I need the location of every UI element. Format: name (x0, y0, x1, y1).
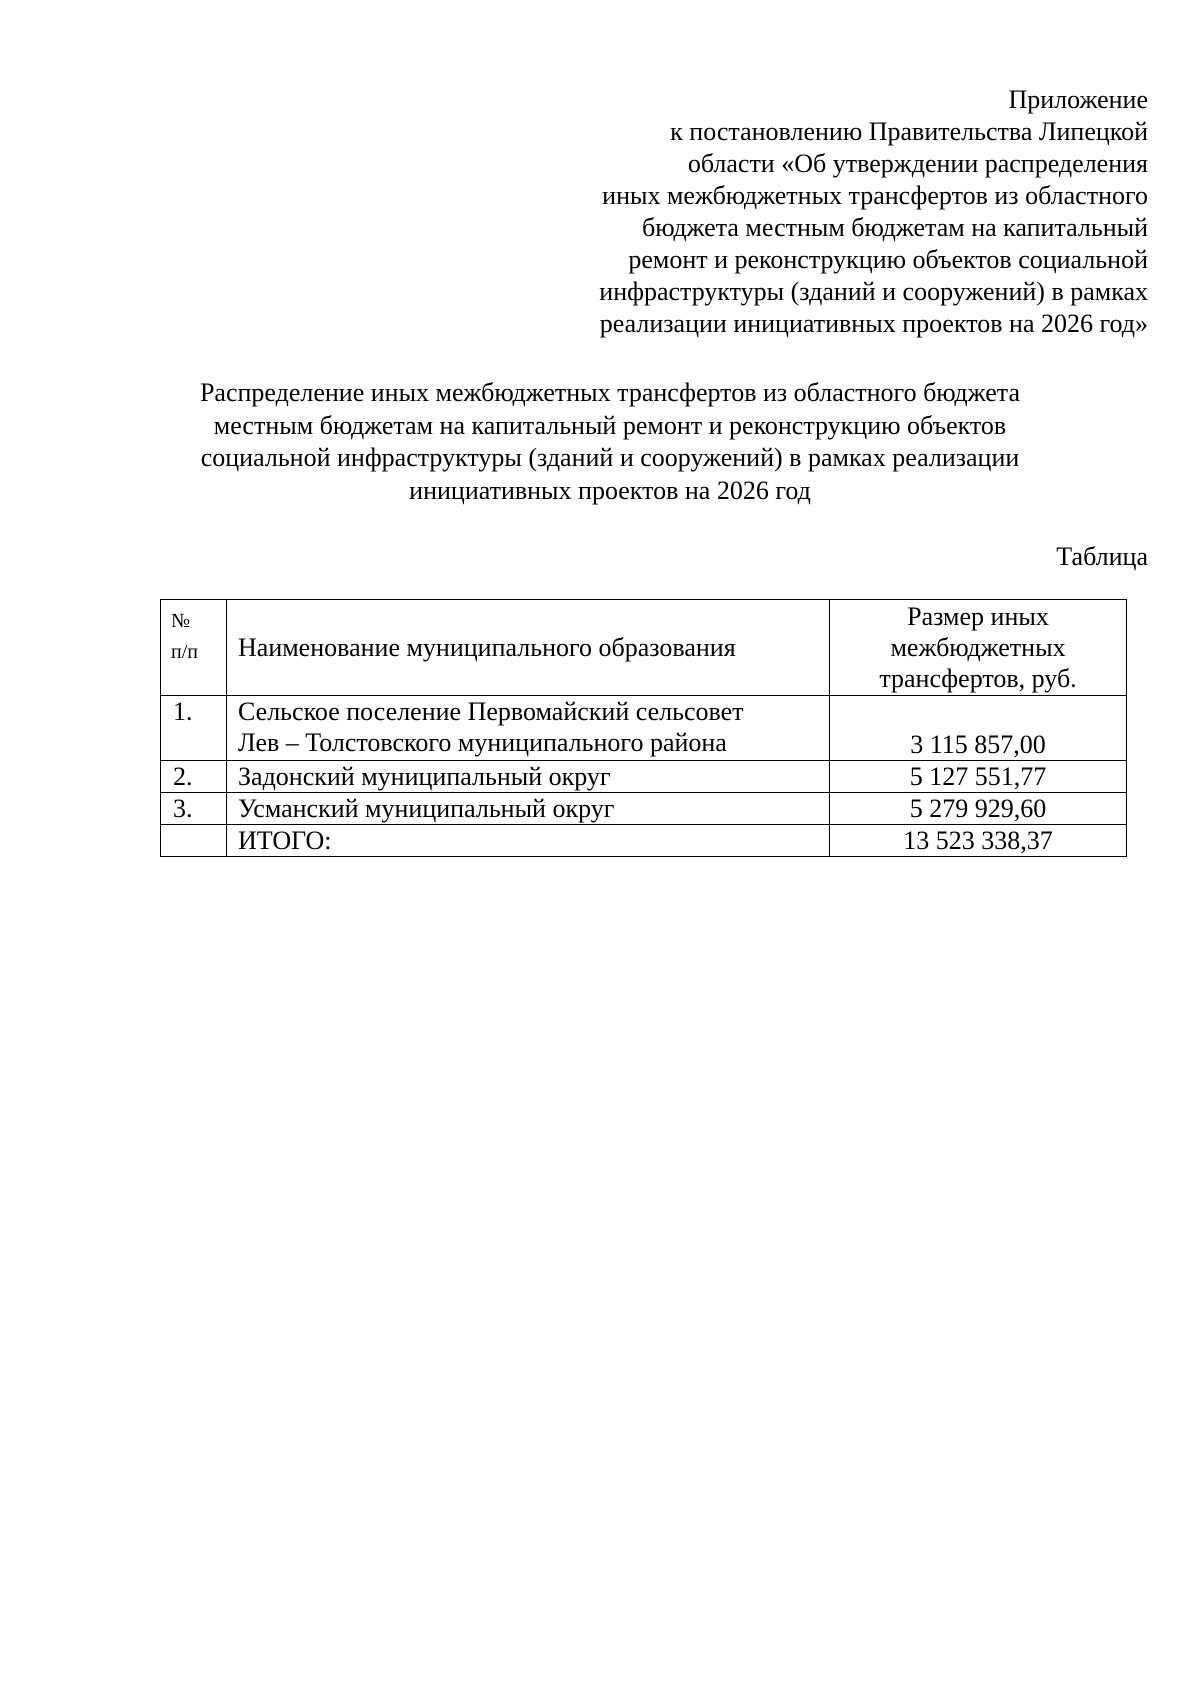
title-line: местным бюджетам на капитальный ремонт и реконструкцию объектов (213, 410, 1007, 440)
appendix-line: области «Об утверждении распределения (687, 149, 1148, 178)
appendix-line: бюджета местным бюджетам на капитальный (641, 213, 1148, 242)
table-row (161, 696, 1127, 761)
row-name-line: Сельское поселение Первомайский сельсовет (238, 697, 744, 726)
header-amount-line: межбюджетных (890, 633, 1066, 662)
row-number: 2. (161, 761, 227, 793)
title-line: социальной инфраструктуры (зданий и сооружений) в рамках реализации (200, 443, 1020, 472)
row-amount: 5 127 551,77 (830, 761, 1127, 793)
header-name: Наименование муниципального образования (227, 600, 830, 696)
table-total-row (161, 825, 1127, 857)
appendix-header (508, 84, 1148, 340)
row-number (161, 825, 227, 857)
header-number (161, 600, 227, 696)
header-number-line: п/п (171, 641, 198, 663)
header-number-line: № (171, 610, 191, 632)
document-title (160, 377, 1060, 507)
row-name-line: Задонский муниципальный округ (238, 762, 611, 791)
row-name (227, 793, 830, 825)
row-amount: 3 115 857,00 (830, 696, 1127, 761)
title-line: Распределение иных межбюджетных трансфертов из областного бюджета (199, 378, 1021, 407)
row-number: 3. (161, 793, 227, 825)
appendix-line: инфраструктуры (зданий и сооружений) в рамках (599, 277, 1148, 306)
header-amount (830, 600, 1127, 696)
appendix-line: реализации инициативных проектов на 2026 год» (599, 309, 1148, 338)
appendix-line: иных межбюджетных трансфертов из областного (602, 181, 1148, 210)
total-label (227, 825, 830, 857)
appendix-line: ремонт и реконструкцию объектов социальной (628, 245, 1148, 274)
appendix-line: к постановлению Правительства Липецкой (670, 117, 1148, 146)
row-name-line: ИТОГО: (238, 826, 332, 855)
table-row (161, 761, 1127, 793)
row-name (227, 696, 830, 761)
appendix-line: Приложение (1008, 85, 1148, 114)
header-amount-line: трансфертов, руб. (879, 664, 1077, 693)
table-header-row (161, 600, 1127, 696)
row-number: 1. (161, 696, 227, 761)
total-amount: 13 523 338,37 (830, 825, 1127, 857)
table-caption: Таблица (1056, 542, 1148, 571)
table-row (161, 793, 1127, 825)
row-name-line: Лев – Толстовского муниципального района (238, 728, 727, 757)
row-name (227, 761, 830, 793)
header-amount-line: Размер иных (907, 602, 1049, 631)
distribution-table (160, 599, 1127, 857)
row-amount: 5 279 929,60 (830, 793, 1127, 825)
title-line: инициативных проектов на 2026 год (409, 475, 811, 505)
row-name-line: Усманский муниципальный округ (238, 794, 615, 823)
